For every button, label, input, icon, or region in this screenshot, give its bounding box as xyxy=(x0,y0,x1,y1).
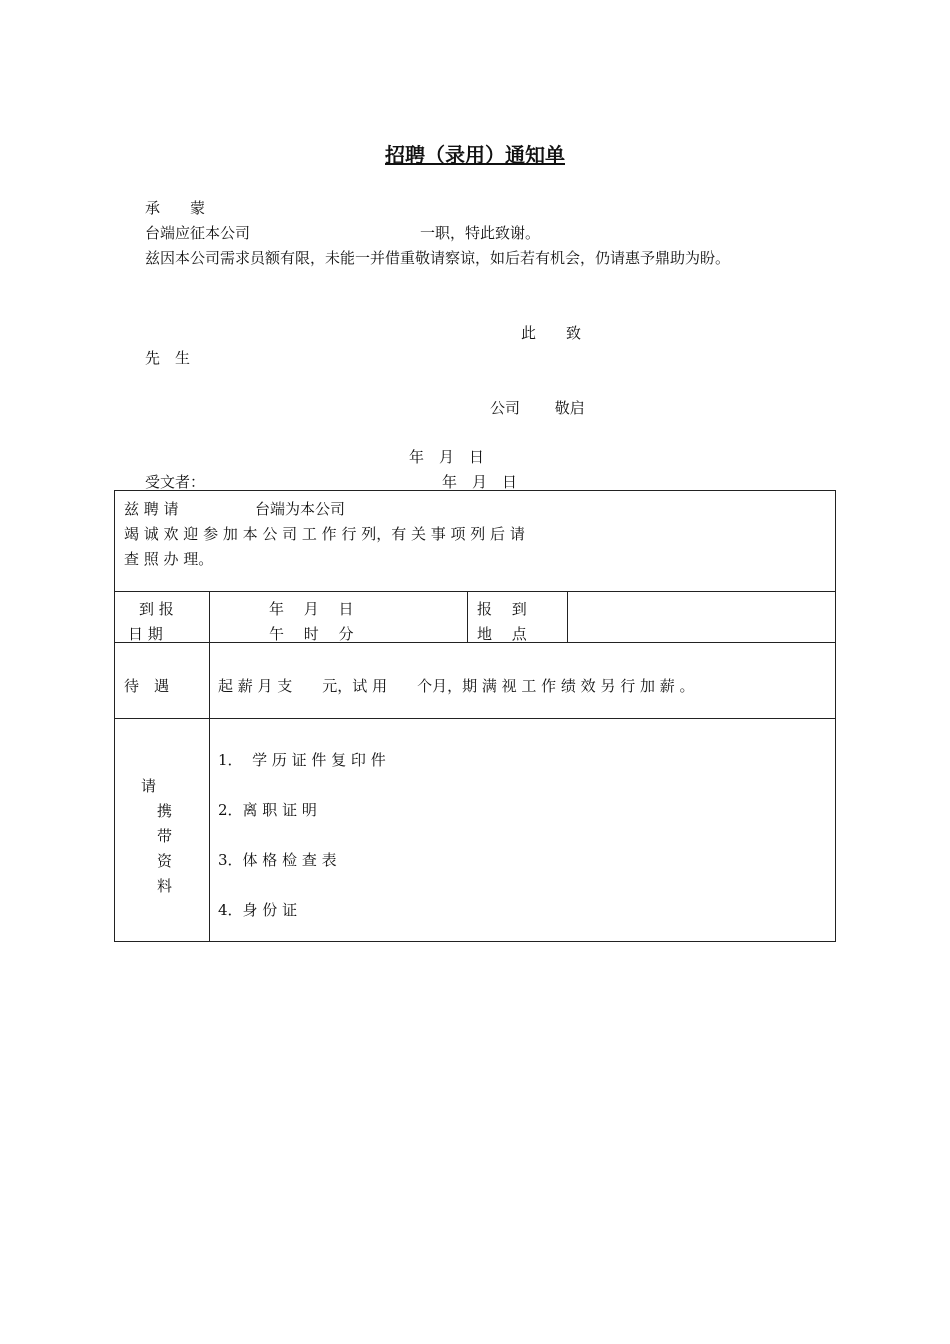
report-date-label: 日 期 xyxy=(128,625,163,643)
intro-line2: 竭 诚 欢 迎 参 加 本 公 司 工 作 行 列，有 关 事 项 列 后 请 xyxy=(124,525,525,543)
report-date-value: 年 月 日 xyxy=(269,600,354,618)
column-divider xyxy=(567,591,568,642)
intro-line3: 查 照 办 理。 xyxy=(124,550,214,568)
report-place-label: 地 点 xyxy=(477,625,527,643)
treatment-value: 起 薪 月 支 元，试 用 个月，期 满 视 工 作 绩 效 另 行 加 薪 。 xyxy=(218,677,695,695)
column-divider xyxy=(467,591,468,642)
materials-item: 3．体 格 检 查 表 xyxy=(218,851,337,869)
materials-label: 资 xyxy=(157,852,173,870)
materials-label: 携 xyxy=(157,802,173,820)
report-place-label: 报 到 xyxy=(477,600,527,618)
materials-label: 请 xyxy=(141,777,157,795)
intro-hire: 兹 聘 请 xyxy=(124,500,179,518)
addressee: 先 生 xyxy=(145,349,191,367)
materials-label: 料 xyxy=(157,877,173,895)
receipt-date: 年 月 日 xyxy=(442,473,518,491)
decline-date: 年 月 日 xyxy=(409,448,485,466)
decline-line1-start: 台端应征本公司 xyxy=(145,224,251,242)
materials-item: 2．离 职 证 明 xyxy=(218,801,317,819)
report-date-label: 到 报 xyxy=(139,600,174,618)
row-divider xyxy=(115,718,835,719)
decline-line2: 兹因本公司需求员额有限，未能一并借重敬请察谅，如后若有机会，仍请惠予鼎助为盼。 xyxy=(145,249,731,267)
report-time-value: 午 时 分 xyxy=(269,625,354,643)
row-divider xyxy=(115,642,835,643)
receiver-label: 受文者： xyxy=(145,473,206,491)
intro-company: 台端为本公司 xyxy=(255,500,346,518)
offer-table xyxy=(114,490,836,942)
treatment-label: 待 遇 xyxy=(124,677,170,695)
signature: 公司 敬启 xyxy=(490,399,585,417)
materials-item: 1． 学 历 证 件 复 印 件 xyxy=(218,751,386,769)
salutation: 承 蒙 xyxy=(145,199,206,217)
page-title: 招聘（录用）通知单 xyxy=(385,143,565,167)
decline-line1-end: 一职，特此致谢。 xyxy=(420,224,541,242)
materials-item: 4．身 份 证 xyxy=(218,901,298,919)
materials-label: 带 xyxy=(157,827,173,845)
column-divider xyxy=(209,591,210,942)
row-divider xyxy=(115,591,835,592)
closing: 此 致 xyxy=(521,324,582,342)
